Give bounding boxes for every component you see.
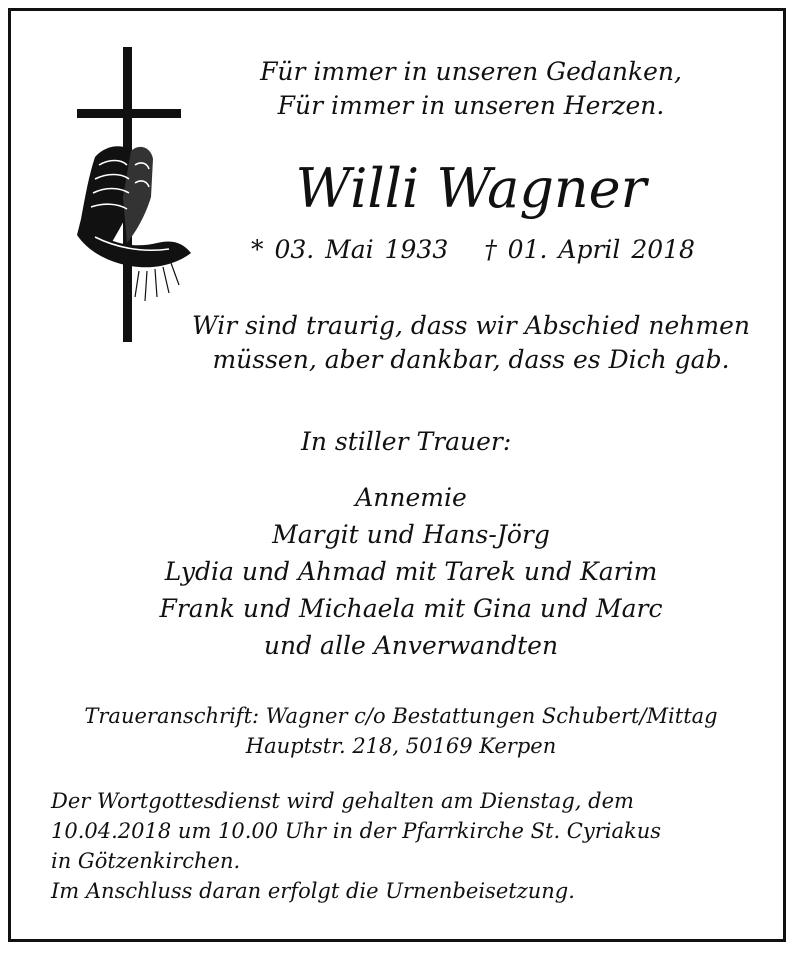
mourner: Lydia und Ahmad mit Tarek und Karim: [164, 557, 658, 586]
death-date: † 01. April 2018: [484, 235, 695, 264]
address-line: Traueranschrift: Wagner c/o Bestattungen Schubert/Mittag: [84, 704, 718, 728]
mourner: Frank und Michaela mit Gina und Marc: [159, 594, 663, 623]
service-line: Im Anschluss daran erfolgt die Urnenbeisetzung.: [51, 879, 575, 903]
mourner: Margit und Hans-Jörg: [272, 520, 550, 549]
mourners-list: [101, 479, 721, 664]
saying-line: müssen, aber dankbar, dass es Dich gab.: [212, 345, 730, 374]
cross-with-praying-hands-icon: [65, 47, 195, 347]
service-line: in Götzenkirchen.: [51, 849, 241, 873]
motto-line: Für immer in unseren Herzen.: [277, 91, 665, 120]
service-line: 10.04.2018 um 10.00 Uhr in der Pfarrkirche St. Cyriakus: [51, 819, 662, 843]
address-line: Hauptstr. 218, 50169 Kerpen: [245, 734, 557, 758]
deceased-name: Willi Wagner: [295, 157, 647, 220]
saying-line: Wir sind traurig, dass wir Abschied nehmen: [191, 311, 750, 340]
motto: [251, 55, 691, 123]
service-line: Der Wortgottesdienst wird gehalten am Dienstag, dem: [51, 789, 634, 813]
motto-line: Für immer in unseren Gedanken,: [260, 57, 682, 86]
life-dates: [251, 233, 695, 267]
mourning-heading: In stiller Trauer:: [301, 427, 512, 456]
birth-date: * 03. Mai 1933: [251, 235, 449, 264]
farewell-saying: [191, 309, 751, 377]
mourning-address: [51, 701, 751, 761]
obituary-notice: [8, 8, 786, 942]
service-info: [51, 786, 661, 906]
mourner: Annemie: [355, 483, 467, 512]
mourner: und alle Anverwandten: [263, 631, 559, 660]
